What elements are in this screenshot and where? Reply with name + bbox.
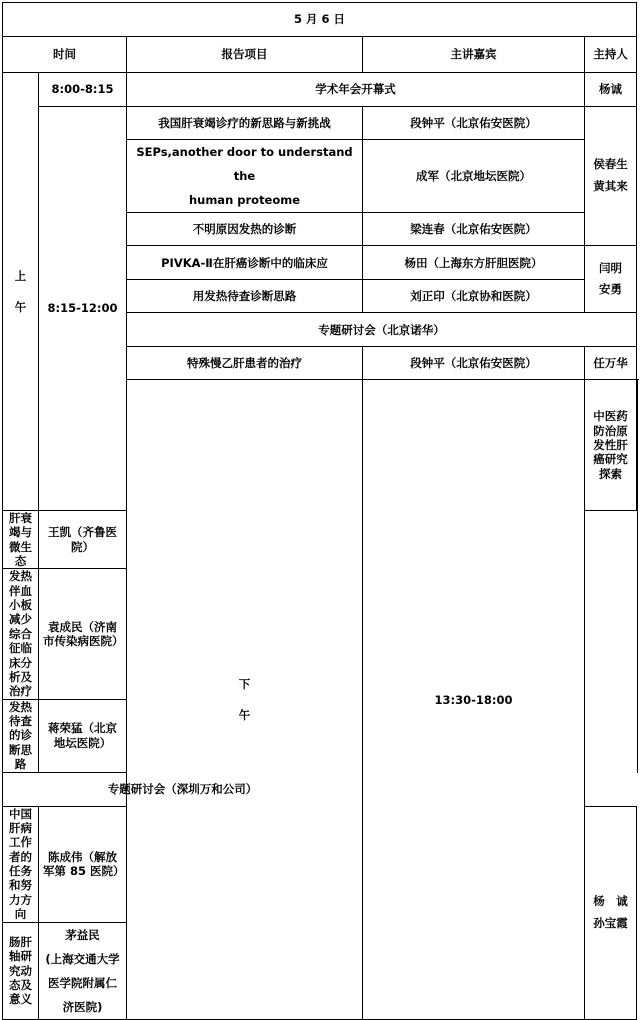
symposium-title: 专题研讨会（北京诺华）	[127, 313, 637, 347]
speaker: 王凯（齐鲁医院）	[39, 510, 127, 569]
topic: 我国肝衰竭诊疗的新思路与新挑战	[127, 107, 363, 140]
host-group: 闫明 安勇	[585, 246, 637, 313]
speaker: 梁连春（北京佑安医院）	[363, 213, 585, 246]
topic: 中国肝病工作者的任务和努力方向	[3, 806, 39, 922]
morning-time: 8:15-12:00	[39, 107, 127, 511]
host-group: 侯春生 黄其来	[585, 107, 637, 246]
topic: 肠肝轴研究动态及意义	[3, 922, 39, 1020]
topic: PIVKA-Ⅱ在肝癌诊断中的临床应	[127, 246, 363, 280]
host-group	[637, 380, 638, 772]
header-speaker: 主讲嘉宾	[363, 37, 585, 73]
date-row	[3, 3, 638, 37]
table-row	[3, 73, 638, 107]
header-topic: 报告项目	[127, 37, 363, 73]
topic: SEPs,another door to understand the human proteome	[127, 140, 363, 213]
host-group: 杨 诚 孙宝霞	[585, 806, 637, 1020]
speaker: 段钟平（北京佑安医院）	[363, 347, 585, 380]
speaker: 茅益民 (上海交通大学医学院附属仁济医院)	[39, 922, 127, 1020]
header-row	[3, 37, 638, 73]
afternoon-time: 13:30-18:00	[363, 380, 585, 1020]
period-afternoon: 下 午	[127, 380, 363, 1020]
header-time: 时间	[3, 37, 127, 73]
opening-topic: 学术年会开幕式	[127, 73, 585, 107]
opening-host: 杨诚	[585, 73, 637, 107]
topic: 用发热待查诊断思路	[127, 280, 363, 313]
speaker: 刘正印（北京协和医院）	[363, 280, 585, 313]
topic: 发热待查的诊断思路	[3, 699, 39, 772]
table-row	[3, 107, 638, 140]
speaker: 杨田（上海东方肝胆医院）	[363, 246, 585, 280]
host: 任万华	[585, 347, 637, 380]
schedule-table	[2, 2, 638, 1020]
period-morning: 上 午	[3, 73, 39, 511]
topic: 发热伴血小板减少综合征临床分析及治疗	[3, 569, 39, 699]
speaker: 蒋荣猛（北京地坛医院）	[39, 699, 127, 772]
topic: 肝衰竭与微生态	[3, 510, 39, 569]
topic: 不明原因发热的诊断	[127, 213, 363, 246]
speaker: 陈成伟（解放军第 85 医院）	[39, 806, 127, 922]
header-host: 主持人	[585, 37, 637, 73]
topic: 特殊慢乙肝患者的治疗	[127, 347, 363, 380]
speaker: 成军（北京地坛医院）	[363, 140, 585, 213]
opening-time: 8:00-8:15	[39, 73, 127, 107]
date-title: 5 月 6 日	[3, 3, 637, 37]
speaker: 段钟平（北京佑安医院）	[363, 107, 585, 140]
speaker: 袁成民（济南市传染病医院）	[39, 569, 127, 699]
symposium-title: 专题研讨会（深圳万和公司）	[3, 772, 363, 806]
topic: 中医药防治原发性肝癌研究探索	[585, 380, 637, 510]
